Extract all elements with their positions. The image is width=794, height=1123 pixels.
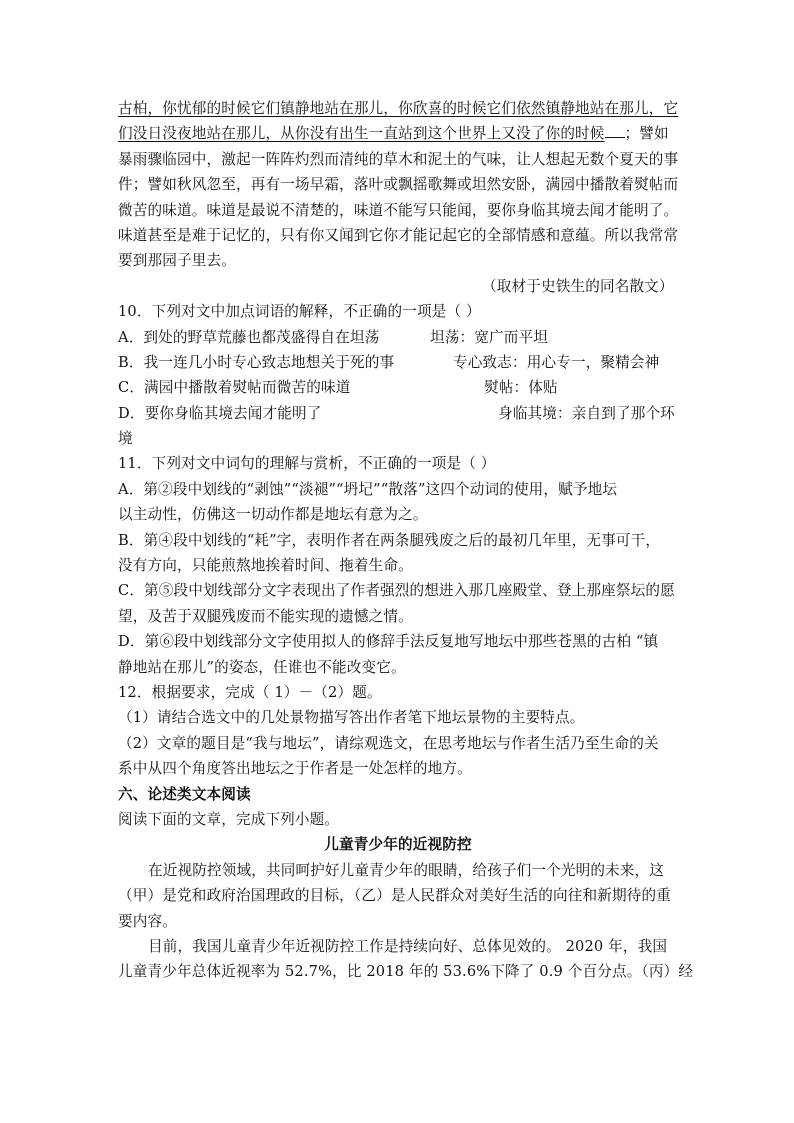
passage-line: 暴雨骤临园中，激起一阵阵灼烈而清纯的草木和泥土的气味，让人想起无数个夏天的事 xyxy=(118,150,679,168)
section-intro: 阅读下面的文章，完成下列小题。 xyxy=(118,810,340,828)
question-11-stem: 11．下列对文中词句的理解与赏析，不正确的一项是（ ） xyxy=(118,455,496,473)
passage-line: 微苦的味道。味道是最说不清楚的，味道不能写只能闻，要你身临其境去闻才能明了。 xyxy=(118,201,679,219)
underlined-text: 们没日没夜地站在那儿，从你没有出生一直站到这个世界上又没了你的时候 xyxy=(118,125,605,143)
question-11-option-a: A．第②段中划线的“剥蚀”“淡褪”“坍圮”“散落”这四个动词的使用，赋予地坛 xyxy=(118,480,618,498)
question-10-option-d-cont: 境 xyxy=(118,430,133,448)
question-10-option-a xyxy=(118,325,678,350)
option-explanation: 坦荡：宽广而平坦 xyxy=(430,328,548,346)
passage-line: 古柏，你忧郁的时候它们镇静地站在那儿，你欣喜的时候它们依然镇静地站在那儿，它 xyxy=(118,100,679,117)
option-explanation: 熨帖：体贴 xyxy=(484,379,558,397)
passage-line: 要到那园子里去。 xyxy=(118,252,236,270)
question-11-option-c: C．第⑤段中划线部分文字表现出了作者强烈的想进入那几座殿堂、登上那座祭坛的愿 xyxy=(118,582,675,600)
document-page xyxy=(118,96,694,985)
question-10-option-b xyxy=(118,350,678,375)
underline-tail xyxy=(605,123,625,138)
section-heading: 六、论述类文本阅读 xyxy=(118,785,251,803)
option-text: A．到处的野草荒藤也都茂盛得自在坦荡 xyxy=(118,328,380,346)
passage-source: （取材于史铁生的同名散文） xyxy=(482,277,674,295)
article-paragraph-line: （甲）是党和政府治国理政的目标，（乙）是人民群众对美好生活的向往和新期待的重 xyxy=(118,887,671,905)
question-11-option-b-cont: 没有方向，只能煎熬地挨着时间、拖着生命。 xyxy=(118,557,413,575)
question-12-part-2: （2）文章的题目是“我与地坛”，请综观选文，在思考地坛与作者生活乃至生命的关 xyxy=(118,734,659,752)
option-text: B．我一连几小时专心致志地想关于死的事 xyxy=(118,353,395,371)
question-11-option-d: D．第⑥段中划线部分文字使用拟人的修辞手法反复地写地坛中那些苍黑的古柏 “镇 xyxy=(118,633,659,651)
question-12-stem: 12．根据要求，完成（ 1）－（2）题。 xyxy=(118,683,382,701)
question-11-option-a-cont: 以主动性，仿佛这一切动作都是地坛有意为之。 xyxy=(118,506,428,524)
article-paragraph-line: 儿童青少年总体近视率为 52.7%，比 2018 年的 53.6%下降了 0.9 个百分点。（丙）经 xyxy=(118,963,694,981)
passage-line: 味道甚至是难于记忆的，只有你又闻到它你才能记起它的全部情感和意蕴。所以我常常 xyxy=(118,226,679,244)
passage-line: 件；譬如秋风忽至，再有一场早霜，落叶或飘摇歌舞或坦然安卧，满园中播散着熨帖而 xyxy=(118,176,679,194)
article-title: 儿童青少年的近视防控 xyxy=(324,836,472,854)
option-text: D．要你身临其境去闻才能明了 xyxy=(118,404,322,422)
question-10-stem: 10．下列对文中加点词语的解释，不正确的一项是（ ） xyxy=(118,303,481,321)
option-text: C．满园中播散着熨帖而微苦的味道 xyxy=(118,379,351,397)
passage-line xyxy=(118,121,678,146)
question-10-option-d xyxy=(118,401,678,426)
option-explanation: 身临其境：亲自到了那个环 xyxy=(498,404,675,422)
question-12-part-1: （1）请结合选文中的几处景物描写答出作者笔下地坛景物的主要特点。 xyxy=(118,709,585,727)
passage-text: ；譬如 xyxy=(624,125,669,143)
article-paragraph-line: 在近视防控领域，共同呵护好儿童青少年的眼睛，给孩子们一个光明的未来，这 xyxy=(148,861,665,879)
question-11-option-c-cont: 望，及苦于双腿残废而不能实现的遗憾之情。 xyxy=(118,607,413,625)
article-paragraph-line: 要内容。 xyxy=(118,912,177,930)
question-10-option-c xyxy=(118,375,678,400)
option-explanation: 专心致志：用心专一，聚精会神 xyxy=(453,353,660,371)
question-11-option-b: B．第④段中划线的“耗”字，表明作者在两条腿残废之后的最初几年里，无事可干， xyxy=(118,531,661,549)
article-paragraph-line: 目前，我国儿童青少年近视防控工作是持续向好、总体见效的。 2020 年，我国 xyxy=(148,937,668,955)
question-11-option-d-cont: 静地站在那儿”的姿态，任谁也不能改变它。 xyxy=(118,658,406,676)
question-12-part-2-cont: 系中从四个角度答出地坛之于作者是一处怎样的地方。 xyxy=(118,760,472,778)
